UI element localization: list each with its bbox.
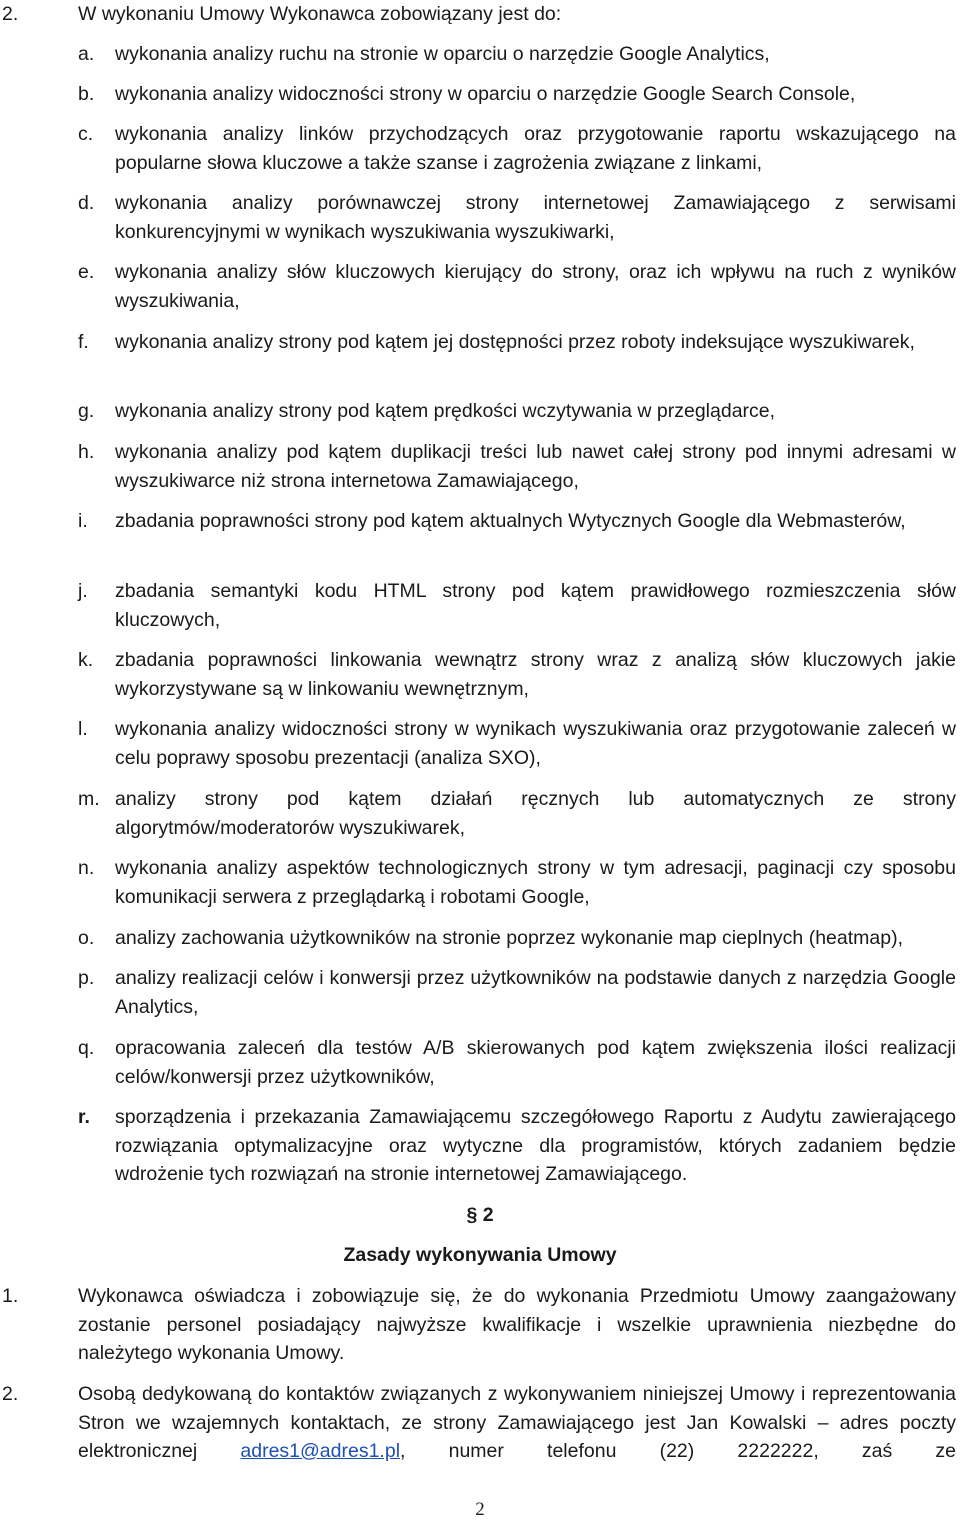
- list-text: wykonania analizy słów kluczowych kierujący do strony, oraz ich wpływu na ruch z wyników wyszukiwania,: [115, 261, 956, 312]
- list-letter: k.: [78, 649, 94, 671]
- list-letter: p.: [78, 967, 95, 989]
- page-number: 2: [475, 1499, 485, 1520]
- list-text: analizy realizacji celów i konwersji przez użytkowników na podstawie danych z narzędzia Google Analytics,: [115, 967, 956, 1018]
- list-text: wykonania analizy widoczności strony w wynikach wyszukiwania oraz przygotowanie zaleceń w celu poprawy sposobu prezentacji (analiza SXO),: [115, 718, 956, 769]
- paragraph-text: Wykonawca oświadcza i zobowiązuje się, że do wykonania Przedmiotu Umowy zaangażowany zostanie personel posiadający najwyższe kwalifikacje i wszelkie uprawnienia niezbędne do należytego wykonania Umowy.: [78, 1285, 956, 1364]
- section-title: Zasady wykonywania Umowy: [343, 1244, 617, 1266]
- list-text: wykonania analizy strony pod kątem prędkości wczytywania w przeglądarce,: [115, 400, 776, 422]
- list-text: wykonania analizy linków przychodzących oraz przygotowanie raportu wskazującego na popularne słowa kluczowe a także szanse i zagrożenia związane z linkami,: [115, 123, 956, 174]
- list-letter: l.: [78, 718, 88, 740]
- list-letter: b.: [78, 83, 95, 105]
- list-text: wykonania analizy pod kątem duplikacji treści lub nawet całej strony pod innymi adresami w wyszukiwarce niż strona internetowa Zamawiającego,: [115, 441, 956, 492]
- paragraph-text-after-link: , numer telefonu (22) 2222222, zaś ze: [400, 1440, 956, 1462]
- list-text: sporządzenia i przekazania Zamawiającemu szczegółowego Raportu z Audytu zawierającego rozwiązania optymalizacyjne oraz wytyczne dla programistów, których zadaniem będzie wdrożenie tych rozwiązań na stronie internetowej Zamawiającego.: [115, 1106, 956, 1185]
- paragraph-text-before-link: Osobą dedykowaną do kontaktów związanych z wykonywaniem niniejszej Umowy i reprezentowania Stron we wzajemnych kontaktach, ze strony Zamawiającego jest Jan Kowalski – adres poczty elektronicznej: [78, 1383, 956, 1462]
- list-letter: g.: [78, 400, 95, 422]
- list-text: zbadania poprawności strony pod kątem aktualnych Wytycznych Google dla Webmasterów,: [115, 510, 906, 532]
- list-letter: q.: [78, 1037, 95, 1059]
- list-text: opracowania zaleceń dla testów A/B skierowanych pod kątem zwiększenia ilości realizacji celów/konwersji przez użytkowników,: [115, 1037, 956, 1088]
- list-letter: r.: [78, 1106, 90, 1128]
- list-text: wykonania analizy aspektów technologicznych strony w tym adresacji, paginacji czy sposobu komunikacji serwera z przeglądarką i robotami Google,: [115, 857, 956, 908]
- list-letter: i.: [78, 510, 88, 532]
- email-link[interactable]: adres1@adres1.pl: [240, 1440, 401, 1462]
- list-letter: m.: [78, 788, 100, 810]
- list-letter: j.: [78, 580, 88, 602]
- list-letter: e.: [78, 261, 95, 283]
- paragraph-number: 2.: [2, 1383, 19, 1405]
- list-text: wykonania analizy widoczności strony w oparciu o narzędzie Google Search Console,: [115, 83, 856, 105]
- list-text: zbadania semantyki kodu HTML strony pod kątem prawidłowego rozmieszczenia słów kluczowych,: [115, 580, 956, 631]
- list-text: wykonania analizy porównawczej strony internetowej Zamawiającego z serwisami konkurencyjnymi w wynikach wyszukiwania wyszukiwarki,: [115, 192, 956, 243]
- list-text: analizy strony pod kątem działań ręcznych lub automatycznych ze strony algorytmów/moderatorów wyszukiwarek,: [115, 788, 956, 839]
- section-symbol-heading: § 2: [466, 1204, 494, 1226]
- paragraph-number: 1.: [2, 1285, 19, 1307]
- list-letter: n.: [78, 857, 95, 879]
- list-text: analizy zachowania użytkowników na stronie poprzez wykonanie map cieplnych (heatmap),: [115, 927, 903, 949]
- list-letter: c.: [78, 123, 94, 145]
- list-letter: o.: [78, 927, 95, 949]
- list-text: wykonania analizy ruchu na stronie w oparciu o narzędzie Google Analytics,: [115, 43, 770, 65]
- list-letter: a.: [78, 43, 95, 65]
- list-text: wykonania analizy strony pod kątem jej dostępności przez roboty indeksujące wyszukiwarek,: [115, 331, 915, 353]
- paragraph-text: [78, 1380, 956, 1466]
- list-text: zbadania poprawności linkowania wewnątrz strony wraz z analizą słów kluczowych jakie wykorzystywane są w linkowaniu wewnętrznym,: [115, 649, 956, 700]
- list-letter: h.: [78, 441, 95, 463]
- list-letter: f.: [78, 331, 89, 353]
- list-letter: d.: [78, 192, 95, 214]
- paragraph-number: 2.: [2, 3, 19, 25]
- paragraph-intro: W wykonaniu Umowy Wykonawca zobowiązany jest do:: [78, 3, 562, 25]
